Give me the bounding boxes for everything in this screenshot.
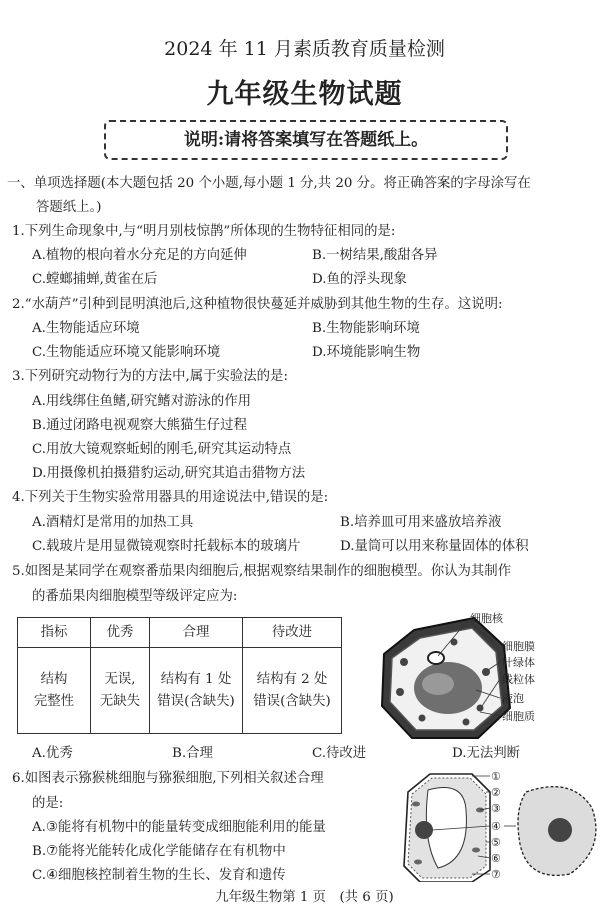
q1-stem: 1.下列生命现象中,与“明月别枝惊鹊”所体现的生物特征相同的是: — [12, 224, 396, 239]
label-nucleus: 细胞核 — [470, 612, 503, 625]
q6-option-a: A.③能将有机物中的能量转变成细胞能利用的能量 — [32, 820, 326, 835]
q6-stem: 6.如图表示猕猴桃细胞与猕猴细胞,下列相关叙述合理 — [12, 771, 324, 786]
cell-line2: 错误(含缺失) — [157, 693, 235, 709]
q3-stem: 3.下列研究动物行为的方法中,属于实验法的是: — [12, 369, 288, 384]
cell-label-5: ⑤ — [491, 836, 501, 849]
section-heading-cont: 答题纸上。) — [36, 200, 102, 215]
cell-label-7: ⑦ — [491, 868, 501, 881]
q2-option-b: B.生物能影响环境 — [312, 321, 420, 336]
table-cell-excellent — [91, 648, 150, 734]
q2-stem: 2.“水葫芦”引种到昆明滇池后,这种植物很快蔓延并威胁到其他生物的生存。这说明: — [12, 297, 503, 312]
label-chloroplast: 叶绿体 — [502, 656, 535, 669]
q3-option-d: D.用摄像机拍摄猎豹运动,研究其追击猎物方法 — [32, 466, 306, 481]
exam-title: 2024 年 11 月素质教育质量检测 — [164, 38, 445, 60]
q4-option-c: C.载玻片是用显微镜观察时托载标本的玻璃片 — [32, 539, 301, 554]
q6-stem-cont: 的是: — [32, 796, 64, 811]
label-mitochondria: 线粒体 — [502, 673, 535, 686]
q5-option-c: C.待改进 — [312, 746, 367, 761]
plant-animal-cell-diagram — [392, 770, 604, 882]
q5-option-b: B.合理 — [172, 746, 213, 761]
row-label-line2: 完整性 — [33, 693, 75, 709]
table-row-label — [18, 648, 91, 734]
notice-box: 说明:请将答案填写在答题纸上。 — [104, 120, 508, 160]
q1-option-d: D.鱼的浮头现象 — [312, 272, 407, 287]
q5-stem: 5.如图是某同学在观察番茄果肉细胞后,根据观察结果制作的细胞模型。你认为其制作 — [12, 564, 512, 579]
section-heading: 一、单项选择题(本大题包括 20 个小题,每小题 1 分,共 20 分。将正确答案的字母涂写在 — [7, 176, 531, 191]
q4-option-d: D.量筒可以用来称量固体的体积 — [340, 539, 529, 554]
q3-option-b: B.通过闭路电视观察大熊猫生仔过程 — [32, 418, 247, 433]
table-header-excellent: 优秀 — [91, 618, 150, 648]
q6-option-b: B.⑦能将光能转化成化学能储存在有机物中 — [32, 844, 286, 859]
table-header-reasonable: 合理 — [150, 618, 243, 648]
table-header-improve: 待改进 — [243, 618, 342, 648]
cell-line2: 错误(含缺失) — [253, 693, 331, 709]
q1-option-c: C.螳螂捕蝉,黄雀在后 — [32, 272, 158, 287]
row-label-line1: 结构 — [40, 671, 68, 687]
q4-stem: 4.下列关于生物实验常用器具的用途说法中,错误的是: — [12, 490, 329, 505]
q5-option-a: A.优秀 — [32, 746, 73, 761]
table-header-indicator: 指标 — [18, 618, 91, 648]
cell-label-2: ② — [491, 786, 501, 799]
subject-title: 九年级生物试题 — [206, 79, 403, 110]
cell-label-1: ① — [491, 770, 501, 783]
tomato-cell-model-diagram — [376, 608, 606, 748]
cell-line1: 结构有 2 处 — [256, 671, 328, 687]
table-cell-reasonable — [150, 648, 243, 734]
label-vacuole: 液泡 — [502, 692, 524, 705]
q1-option-a: A.植物的根向着水分充足的方向延伸 — [32, 248, 247, 263]
q3-option-a: A.用线绑住鱼鳍,研究鳍对游泳的作用 — [32, 394, 252, 409]
label-cell-membrane: 细胞膜 — [502, 640, 535, 653]
rating-table — [17, 617, 342, 734]
table-cell-improve — [243, 648, 342, 734]
q2-option-a: A.生物能适应环境 — [32, 321, 140, 336]
cell-label-3: ③ — [491, 802, 501, 815]
q3-option-c: C.用放大镜观察蚯蚓的刚毛,研究其运动特点 — [32, 442, 292, 457]
q2-option-c: C.生物能适应环境又能影响环境 — [32, 345, 221, 360]
page-footer: 九年级生物第 1 页 (共 6 页) — [215, 890, 394, 905]
q5-stem-cont: 的番茄果肉细胞模型等级评定应为: — [32, 589, 238, 604]
q2-option-d: D.环境能影响生物 — [312, 345, 421, 360]
label-cytoplasm: 细胞质 — [502, 710, 535, 723]
cell-line2: 无缺失 — [99, 693, 141, 709]
cell-line1: 结构有 1 处 — [160, 671, 232, 687]
q4-option-b: B.培养皿可用来盛放培养液 — [340, 515, 502, 530]
q6-option-c: C.④细胞核控制着生物的生长、发育和遗传 — [32, 868, 286, 883]
cell-line1: 无误, — [104, 671, 136, 687]
q5-option-d: D.无法判断 — [452, 746, 521, 761]
q1-option-b: B.一树结果,酸甜各异 — [312, 248, 438, 263]
q4-option-a: A.酒精灯是常用的加热工具 — [32, 515, 194, 530]
cell-label-4: ④ — [491, 820, 501, 833]
cell-label-6: ⑥ — [491, 852, 501, 865]
